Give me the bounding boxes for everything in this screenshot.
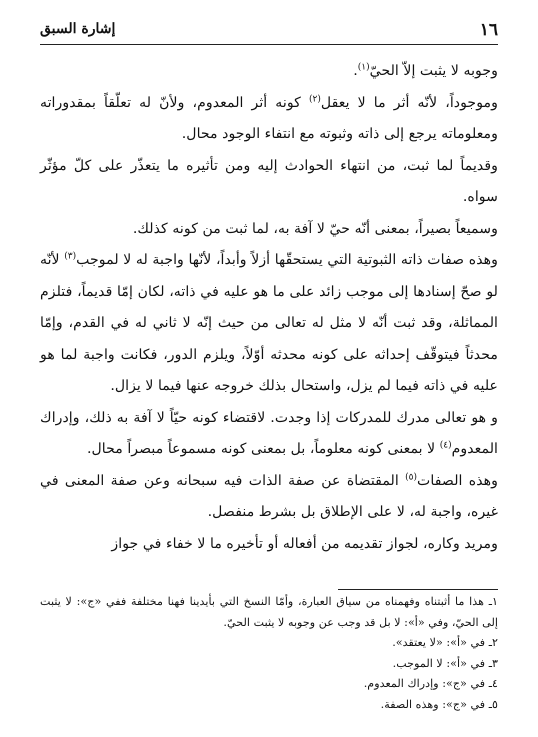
paragraph-text: وهذه صفات ذاته الثبوتية التي يستحقّها أزلاً وأبداً، لأنّها واجبة له لا لموجب <box>76 252 498 268</box>
footnote-reference: (٤) <box>439 440 452 451</box>
paragraph-text: لأنّه لو صحّ إسنادها إلى موجب زائد على ما هو عليه في ذاته، لكان إمّا قديماً، فتلزم المماثلة، وقد ثبت أنّه لا مثل له تعالى من حيث إنّه لا ثاني له في القدم، وإمّا محدثاً فيتوقّف إحداثه على كونه محدثه أوّلاً، ويلزم الدور، فكانت واجبة لما هو عليه في ذاته فيما لم يزل، واستحال بذلك خروجه عنها فيما لا يزال. <box>40 252 498 394</box>
footnotes <box>40 592 498 715</box>
footnote: ٢ـ في «أ»: «لا يعتقد». <box>392 636 498 649</box>
paragraph-text: وسميعاً بصيراً، بمعنى أنّه حيّ لا آفة به، لما ثبت من كونه كذلك. <box>132 220 498 237</box>
header-rule <box>40 44 498 45</box>
paragraph <box>40 214 498 246</box>
footnote-reference: (٢) <box>309 93 321 104</box>
paragraph-text: وجوبه لا يثبت إلاّ الحيّ <box>369 63 498 79</box>
paragraph-text: المقتضاة عن صفة الذات فيه سبحانه وعن صفة المعنى في غيره، واجبة له، لا على الإطلاق بل بشرط منفصل. <box>40 472 498 520</box>
page-number: ١٦ <box>479 20 498 40</box>
paragraph-text: وقديماً لما ثبت، من انتهاء الحوادث إليه ومن تأثيره ما يتعذّر على كلّ مؤثّر سواه. <box>40 157 498 205</box>
footnote-reference: (١) <box>357 62 370 73</box>
body-text <box>40 56 498 560</box>
paragraph <box>40 466 498 529</box>
footnote-reference: (٣) <box>64 251 77 262</box>
paragraph-text: وهذه الصفات <box>417 472 498 489</box>
paragraph <box>40 529 498 561</box>
page-header <box>40 20 498 42</box>
paragraph-text: وموجوداً، لأنّه أثر ما لا يعقل <box>320 94 498 111</box>
footnote: ٣ـ في «أ»: لا الموجب. <box>392 656 498 670</box>
paragraph-text: . <box>353 63 358 79</box>
paragraph <box>40 403 498 466</box>
footnote-rule <box>338 589 498 590</box>
paragraph <box>40 88 498 151</box>
paragraph-text: كونه أثر المعدوم، ولأنّ له تعلّقاً بمقدوراته ومعلوماته يرجع إلى ذاته وثبوته مع انتفاء الوجود محال. <box>40 94 498 142</box>
paragraph-text: و هو تعالى مدرك للمدركات إذا وجدت. لاقتضاء كونه حيّاً لا آفة به ذلك، وإدراك المعدوم <box>40 409 498 457</box>
paragraph <box>40 245 498 403</box>
footnote: ١ـ هذا ما أثبتناه وفهمناه من سياق العبارة، وأمّا النسخ التي بأيدينا فهنا مختلفة ففي «ج»: لا يثبت إلى الحيّ، وفي «أ»: لا بل قد وجب عن وجوبه لا يثبت الحيّ. <box>40 595 498 629</box>
running-title: إشارة السبق <box>40 21 116 37</box>
paragraph <box>40 151 498 214</box>
paragraph-text: لا بمعنى كونه معلوماً، بل بمعنى كونه مسموعاً مبصراً محال. <box>86 441 440 457</box>
footnote-reference: (٥) <box>405 471 418 482</box>
paragraph <box>40 56 498 88</box>
paragraph-text: ومريد وكاره، لجواز تقديمه من أفعاله أو تأخيره ما لا خفاء في جواز <box>111 535 498 552</box>
footnote: ٥ـ في «ج»: وهذه الصفة. <box>380 697 498 711</box>
footnote: ٤ـ في «ج»: وإدراك المعدوم. <box>363 677 498 690</box>
